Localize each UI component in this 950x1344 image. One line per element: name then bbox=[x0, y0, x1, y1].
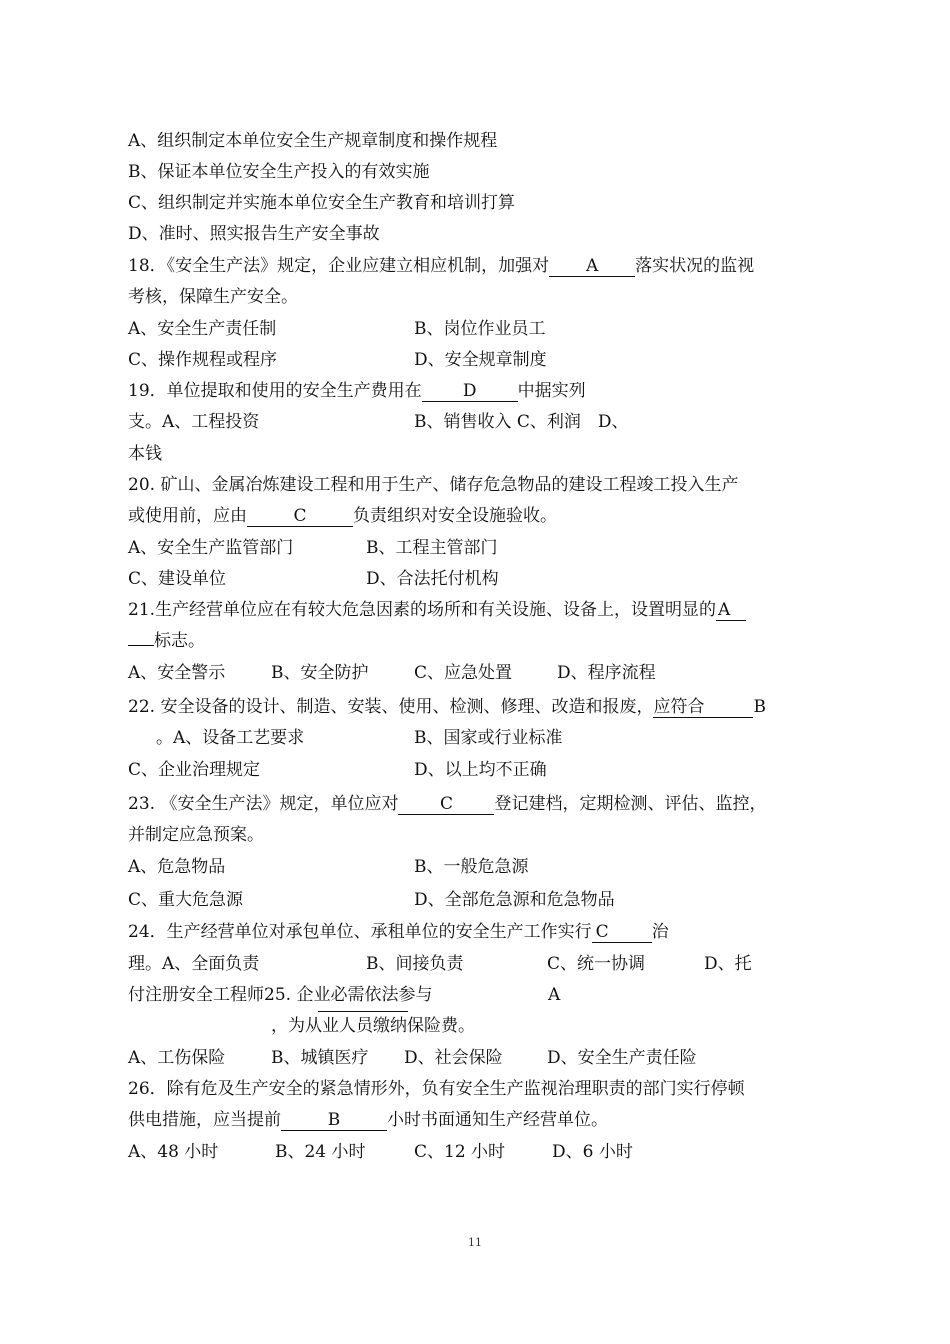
q24-stem-post: 治 bbox=[651, 922, 669, 942]
q20-option-c: C、建设单位 bbox=[128, 569, 227, 589]
q20-stem-post: 负责组织对安全设施验收。 bbox=[353, 506, 557, 526]
q21-blank-continuation bbox=[128, 645, 154, 646]
q18-answer-blank: A bbox=[549, 256, 635, 277]
q22-line2-option-a: 。A、设备工艺要求 bbox=[156, 728, 305, 748]
q19-answer-blank: D bbox=[422, 381, 518, 402]
q21-option-b: B、安全防护 bbox=[271, 663, 369, 683]
q23-stem-line2: 并制定应急预案。 bbox=[128, 825, 264, 845]
q21-stem-pre: 21.生产经营单位应在有较大危急因素的场所和有关设施、设备上，设置明显的 bbox=[128, 600, 717, 620]
q26-option-d: D、6 小时 bbox=[552, 1142, 633, 1162]
q23-option-a: A、危急物品 bbox=[128, 857, 226, 877]
q26-stem-post: 小时书面通知生产经营单位。 bbox=[387, 1110, 608, 1130]
q26-option-b: B、24 小时 bbox=[275, 1142, 366, 1162]
q22-option-d: D、以上均不正确 bbox=[414, 760, 547, 780]
q18-stem-post: 落实状况的监视 bbox=[635, 256, 755, 276]
q25-stem-line2: ，为从业人员缴纳保险费。 bbox=[271, 1016, 475, 1036]
q25-stem-line1: 付注册安全工程师25. 企业必需依法参与 bbox=[128, 985, 433, 1005]
page-number: 11 bbox=[468, 1236, 482, 1249]
q21-stem bbox=[128, 599, 746, 621]
q20-option-b: B、工程主管部门 bbox=[366, 538, 498, 558]
q20-option-a: A、安全生产监管部门 bbox=[128, 538, 294, 558]
q24-option-c: C、统一协调 bbox=[547, 954, 646, 974]
q20-stem-line1: 20. 矿山、金属冶炼建设工程和用于生产、储存危急物品的建设工程竣工投入生产 bbox=[128, 475, 739, 495]
q19-line3: 本钱 bbox=[128, 444, 162, 464]
q26-stem-pre: 供电措施，应当提前 bbox=[128, 1110, 281, 1130]
q18-option-d: D、安全规章制度 bbox=[414, 350, 547, 370]
q19-line2-options-bcd: B、销售收入 C、利润 D、 bbox=[414, 412, 629, 432]
q24-line2-option-a: 理。A、全面负责 bbox=[128, 954, 260, 974]
q23-stem-pre: 23. 《安全生产法》规定，单位应对 bbox=[128, 794, 399, 814]
q18-stem-pre: 18．《安全生产法》规定，企业应建立相应机制，加强对 bbox=[128, 256, 550, 276]
q26-stem-line1: 26．除有危及生产安全的紧急情形外，负有安全生产监视治理职责的部门实行停顿 bbox=[128, 1079, 745, 1099]
q26-answer-blank: B bbox=[281, 1110, 387, 1131]
q19-line2-option-a: 支。A、工程投资 bbox=[128, 412, 260, 432]
q21-stem-post: 标志。 bbox=[154, 631, 205, 651]
q23-stem bbox=[128, 793, 766, 815]
q17-option-b: B、保证本单位安全生产投入的有效实施 bbox=[128, 162, 430, 182]
q18-stem-line2: 考核，保障生产安全。 bbox=[128, 287, 298, 307]
q26-option-a: A、48 小时 bbox=[128, 1142, 219, 1162]
q20-stem-pre: 或使用前，应由 bbox=[128, 506, 247, 526]
q25-answer: A bbox=[548, 985, 561, 1005]
q18-stem bbox=[128, 255, 754, 277]
q22-answer: B bbox=[753, 697, 766, 717]
q21-option-d: D、程序流程 bbox=[557, 663, 656, 683]
q21-option-a: A、安全警示 bbox=[128, 663, 226, 683]
q18-option-a: A、安全生产责任制 bbox=[128, 319, 277, 339]
q22-stem-underlined: 应符合 bbox=[653, 697, 753, 718]
q22-stem bbox=[128, 696, 766, 718]
q23-option-b: B、一般危急源 bbox=[414, 857, 529, 877]
q24-answer-blank: C bbox=[592, 922, 652, 943]
q23-option-c: C、重大危急源 bbox=[128, 890, 244, 910]
q24-option-b: B、间接负责 bbox=[366, 954, 464, 974]
q25-option-c: D、社会保险 bbox=[404, 1048, 503, 1068]
q21-option-c: C、应急处置 bbox=[414, 663, 513, 683]
q25-answer-underline bbox=[318, 1011, 408, 1012]
q21-answer-blank: A bbox=[716, 600, 746, 621]
q25-option-a: A、工伤保险 bbox=[128, 1048, 226, 1068]
q20-stem-line2 bbox=[128, 505, 557, 527]
q17-option-a: A、组织制定本单位安全生产规章制度和操作规程 bbox=[128, 131, 498, 151]
q20-option-d: D、合法托付机构 bbox=[366, 569, 499, 589]
q17-option-c: C、组织制定并实施本单位安全生产教育和培训打算 bbox=[128, 193, 516, 213]
q23-stem-post: 登记建档，定期检测、评估、监控， bbox=[494, 794, 767, 814]
q19-stem-post: 中据实列 bbox=[517, 381, 586, 401]
q24-option-d-start: D、托 bbox=[704, 954, 752, 974]
q25-option-b: B、城镇医疗 bbox=[271, 1048, 369, 1068]
q19-stem-pre: 19．单位提取和使用的安全生产费用在 bbox=[128, 381, 422, 401]
q23-option-d: D、全部危急源和危急物品 bbox=[414, 890, 615, 910]
q22-stem-pre: 22. 安全设备的设计、制造、安装、使用、检测、修理、改造和报废， bbox=[128, 697, 654, 717]
q20-answer-blank: C bbox=[247, 506, 353, 527]
q26-option-c: C、12 小时 bbox=[414, 1142, 506, 1162]
q24-stem-pre: 24．生产经营单位对承包单位、承租单位的安全生产工作实行 bbox=[128, 922, 592, 942]
q26-stem-line2 bbox=[128, 1109, 608, 1131]
q17-option-d: D、准时、照实报告生产安全事故 bbox=[128, 224, 380, 244]
q23-answer-blank: C bbox=[398, 794, 494, 815]
q22-option-b: B、国家或行业标准 bbox=[414, 728, 563, 748]
q24-stem bbox=[128, 921, 669, 943]
q22-option-c: C、企业治理规定 bbox=[128, 760, 261, 780]
q19-stem bbox=[128, 380, 586, 402]
q18-option-b: B、岗位作业员工 bbox=[414, 319, 546, 339]
q21-stem-line2 bbox=[128, 630, 205, 652]
q18-option-c: C、操作规程或程序 bbox=[128, 350, 278, 370]
q25-option-d: D、安全生产责任险 bbox=[547, 1048, 697, 1068]
